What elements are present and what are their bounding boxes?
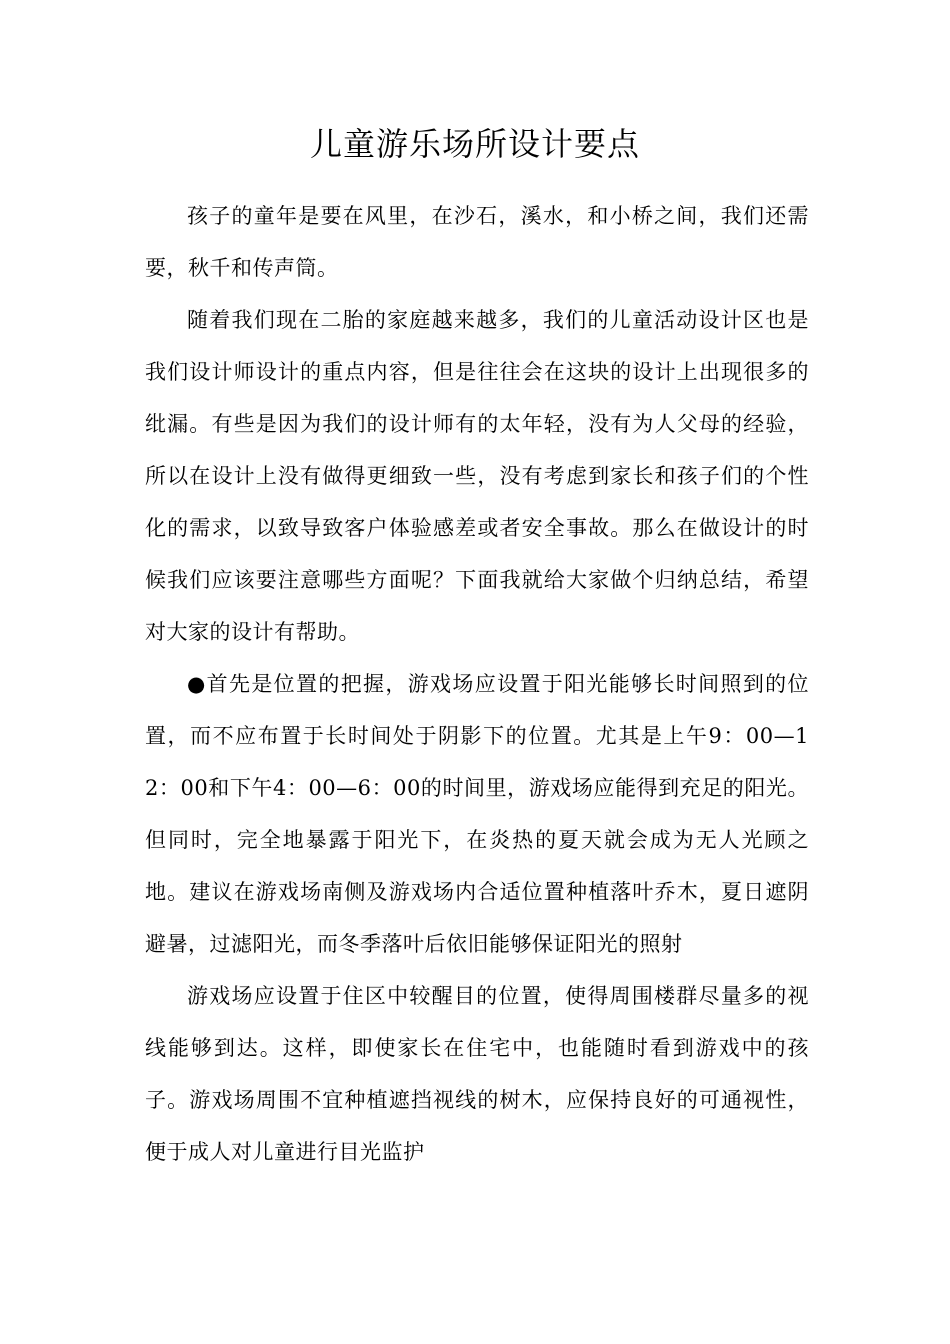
paragraph-visibility: 游戏场应设置于住区中较醒目的位置，使得周围楼群尽量多的视线能够到达。这样，即使家长在住宅中，也能随时看到游戏中的孩子。游戏场周围不宜种植遮挡视线的树木，应保持良好的可通视性，便于成人对儿童进行目光监护 [145,984,809,1164]
document-body [145,190,809,1178]
paragraph-intro: 孩子的童年是要在风里，在沙石，溪水，和小桥之间，我们还需要，秋千和传声筒。 [145,204,809,280]
paragraph-location-sunlight: ●首先是位置的把握，游戏场应设置于阳光能够长时间照到的位置，而不应布置于长时间处于阴影下的位置。尤其是上午9：00—12：00和下午4：00—6：00的时间里，游戏场应能得到充足的阳光。但同时，完全地暴露于阳光下，在炎热的夏天就会成为无人光顾之地。建议在游戏场南侧及游戏场内合适位置种植落叶乔木，夏日遮阴避暑，过滤阳光，而冬季落叶后依旧能够保证阳光的照射 [145,672,809,956]
paragraph-background: 随着我们现在二胎的家庭越来越多，我们的儿童活动设计区也是我们设计师设计的重点内容，但是往往会在这块的设计上出现很多的纰漏。有些是因为我们的设计师有的太年轻，没有为人父母的经验，所以在设计上没有做得更细致一些，没有考虑到家长和孩子们的个性化的需求，以致导致客户体验感差或者安全事故。那么在做设计的时候我们应该要注意哪些方面呢？下面我就给大家做个归纳总结，希望对大家的设计有帮助。 [145,308,809,644]
document-title: 儿童游乐场所设计要点 [309,125,640,163]
